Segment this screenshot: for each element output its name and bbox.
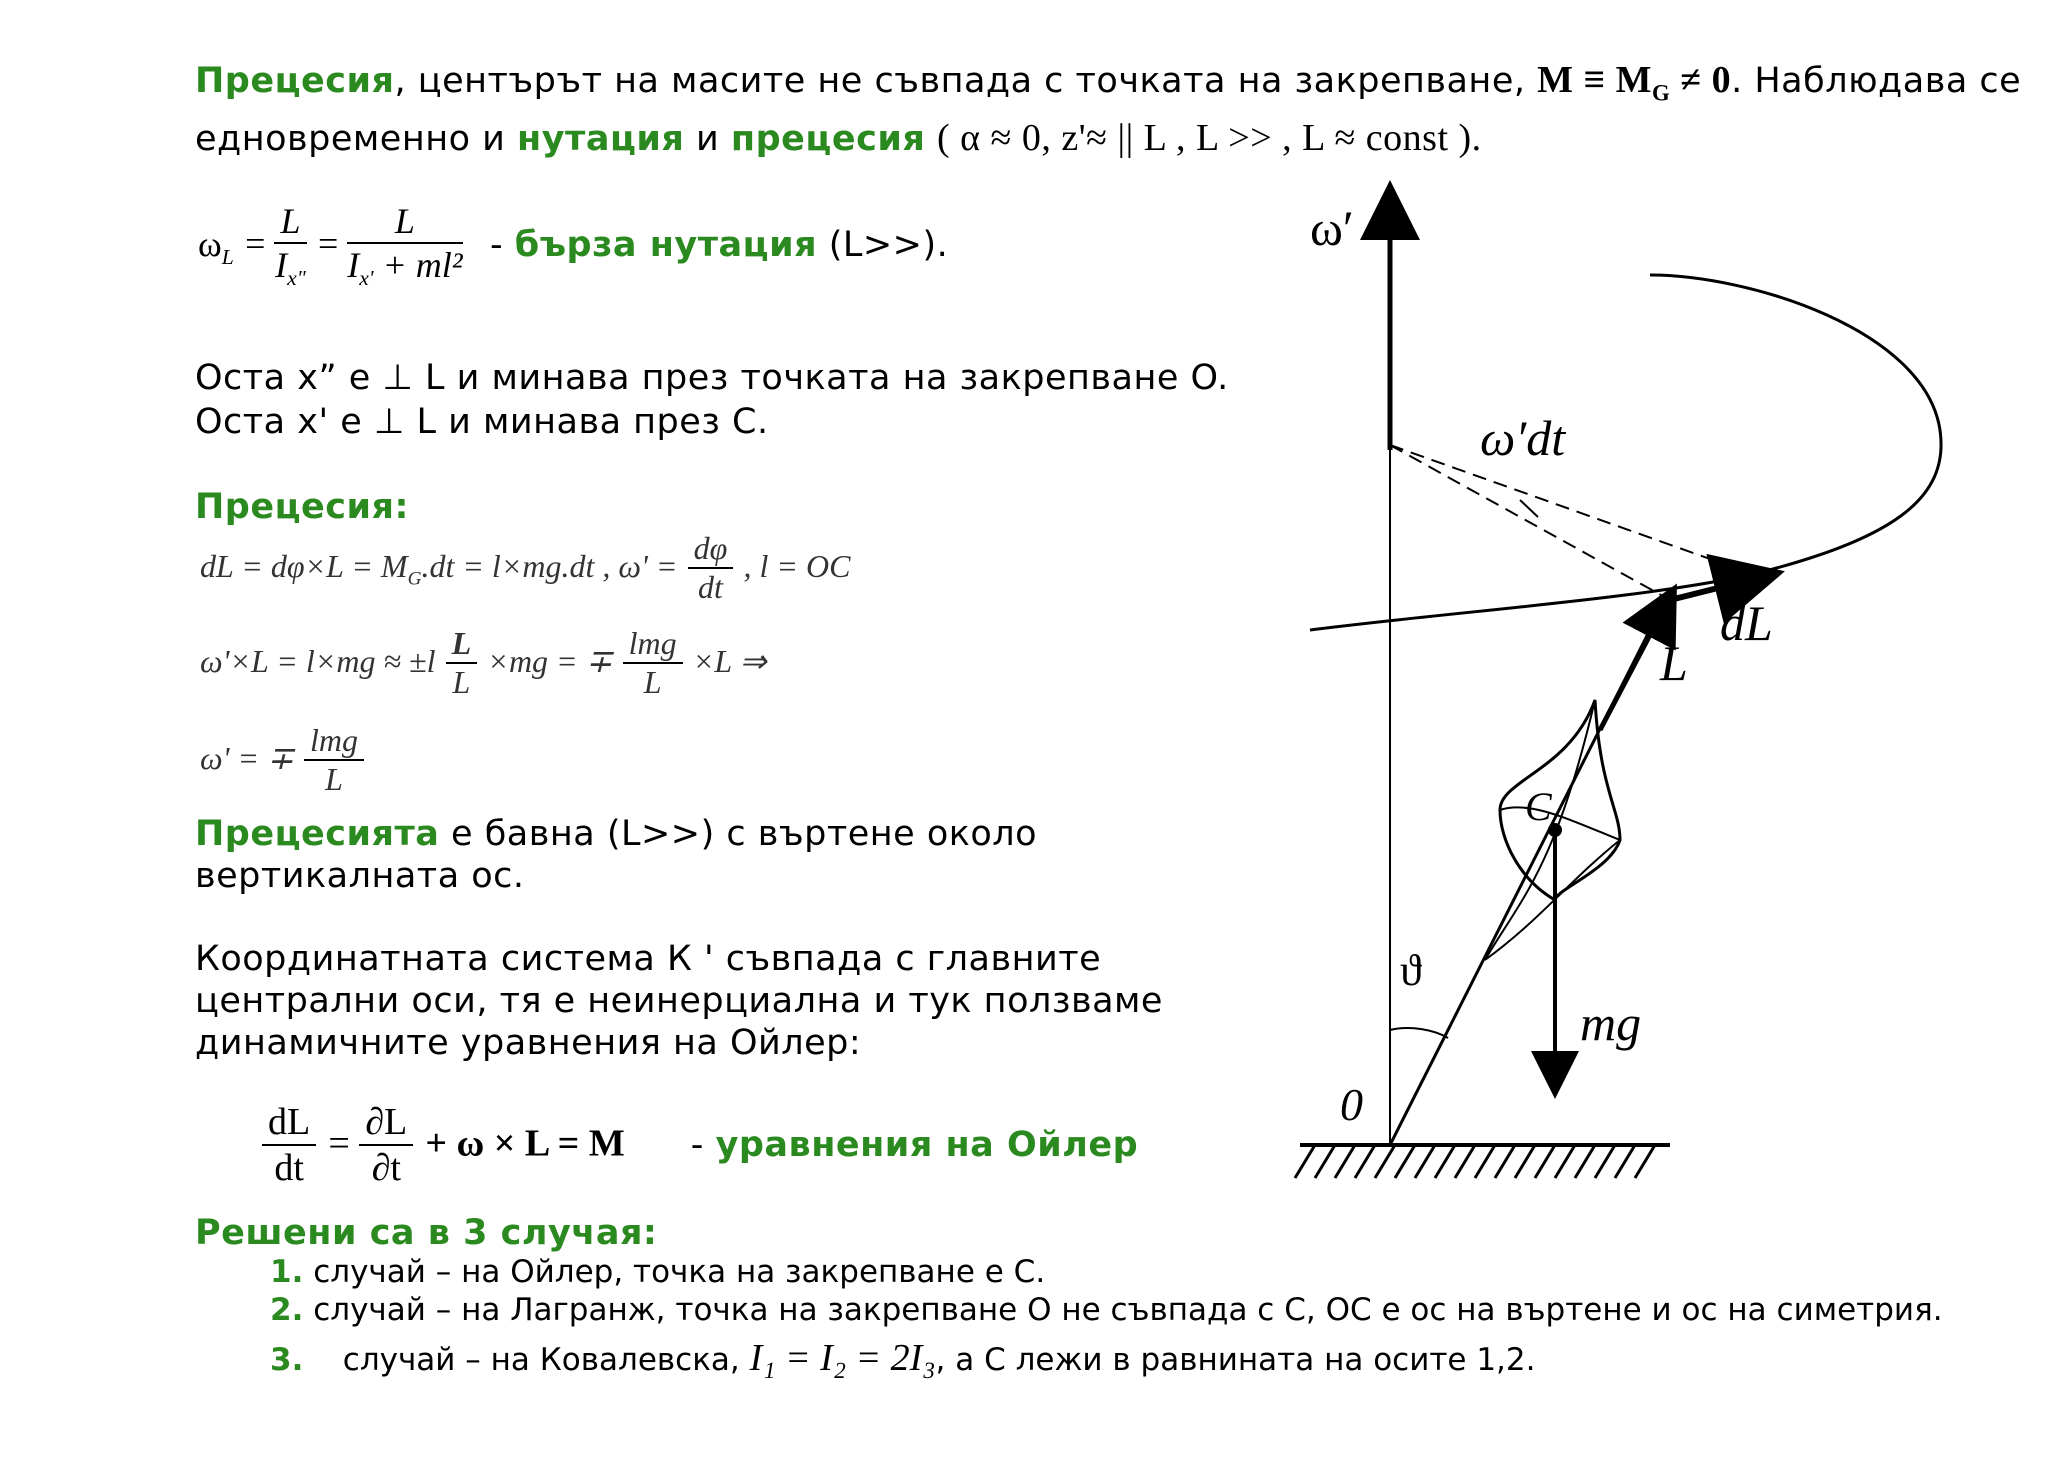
fraction-dphi-dt: $\frac{d\varphi}{dt}$ [688,530,734,606]
intro-formula-tail: ≠ 0 [1680,59,1732,101]
case-2: 2. случай – на Лагранж, точка на закрепване O не съвпада с C, OC е ос на въртене и ос на симетрия. [270,1292,1943,1328]
slow-precession-line-1: Прецесията е бавна (L>>) с въртене около [195,814,1038,854]
intro-precession-word: Прецесия [195,61,395,101]
dL-label: dL [1720,595,1773,651]
fraction-L-over-Ix1-ml2: $\frac{L}{I_{x'} + ml^2}$ [347,201,463,291]
L-vector-arrow [1600,610,1663,730]
mg-label: mg [1580,995,1642,1051]
fraction-partial-L-t: $\frac{\partial L}{\partial t}$ [359,1100,413,1190]
case-3: 3. случай – на Ковалевска, I₁ = I₂ = 2I₃, а C лежи в равнината на осите 1,2. [270,1337,1536,1379]
kovalevskaya-formula: I₁ = I₂ = 2I₃ [749,1337,936,1379]
dashed-line-2 [1390,445,1755,575]
intro-precession-word-2: прецесия [730,119,926,159]
axis-x1-text: Оста x' е ⊥ L и минава през C. [195,402,769,442]
intro-line-1 [195,58,2021,107]
ground [1295,1145,1670,1178]
fraction-L-over-Ix2: $\frac{L}{I_{x"}}$ [275,201,306,291]
intro-line-2 [195,116,1482,160]
intro-line1-end: . Наблюдава се [1731,61,2022,101]
cases-heading: Решени са в 3 случая: [195,1213,658,1253]
dashed-line-1 [1390,445,1670,600]
angle-mark [1520,500,1538,517]
gyroscope-precession-figure [1270,180,2010,1200]
coords-line-1: Координатната система К ' съвпада с главните [195,939,1102,979]
euler-equation: $\frac{dL}{dt}$ = $\frac{\partial L}{\partial t}$ + ω × L = M - уравнения на Ойлер [262,1100,1138,1190]
intro-conditions-formula: ( α ≈ 0, z'≈ || L , L >> , L ≈ const ). [936,117,1482,159]
nutation-formula: $\omega_L$ = $\frac{L}{I_{x"}}$ = $\frac{L}{I_{x'} + ml^2}$ - бърза нутация (L>>). [198,201,949,291]
omega-L: $\omega_L$ [198,223,234,269]
intro-line1-text: , центърът на масите не съвпада с точката на закрепване, [394,61,1526,101]
intro-nutation-word: нутация [517,119,685,159]
intro-formula-sub: G [1652,80,1671,106]
slow-precession-line-2: вертикалната ос. [195,856,525,896]
omega-dt-label: ω′dt [1480,410,1566,466]
coords-line-2: централни оси, тя е неинерциална и тук ползваме [195,981,1163,1021]
theta-arc [1390,1028,1448,1038]
precession-eq-2: ω'×L = l×mg ≈ ±l $\frac{L}{L}$ ×mg = ∓ $\frac{\text{lmg}}{L}$ ×L ⇒ [200,625,767,700]
C-label: C [1525,784,1552,829]
precession-word: Прецесията [195,814,440,854]
intro-line2-start: едновременно и [195,119,506,159]
intro-and: и [696,119,720,159]
axis-x2-text: Оста x” е ⊥ L и минава през точката на закрепване O. [195,358,1229,398]
omega-prime-label: ω′ [1310,200,1354,256]
theta-label: ϑ [1400,946,1422,995]
precession-eq-1: dL = $d\varphi\times L = M_G.dt = l\times mg.dt$ , ω' = $\frac{d\varphi}{dt}$ , l = OC [200,530,851,605]
precession-eq-3: ω' = ∓ $\frac{\text{lmg}}{L}$ [200,722,364,798]
fraction-lmg-over-L-2: $\frac{\text{lmg}}{L}$ [304,722,364,798]
O-label: 0 [1340,1079,1363,1130]
coords-line-3: динамичните уравнения на Ойлер: [195,1023,862,1063]
L-label: L [1660,635,1688,691]
fraction-dL-dt: $\frac{dL}{dt}$ [262,1100,316,1190]
fraction-lmg-over-L: $\frac{\text{lmg}}{L}$ [623,625,683,701]
case-1: 1. случай – на Ойлер, точка на закрепване е C. [270,1254,1046,1290]
fast-nutation-label: бърза нутация [514,224,818,265]
fraction-L-over-L: $\frac{L}{L}$ [446,625,478,701]
precession-circle [1310,275,1941,630]
euler-equations-label: уравнения на Ойлер [715,1124,1139,1165]
intro-formula: M ≡ M [1537,59,1653,101]
precession-heading: Прецесия: [195,487,410,527]
